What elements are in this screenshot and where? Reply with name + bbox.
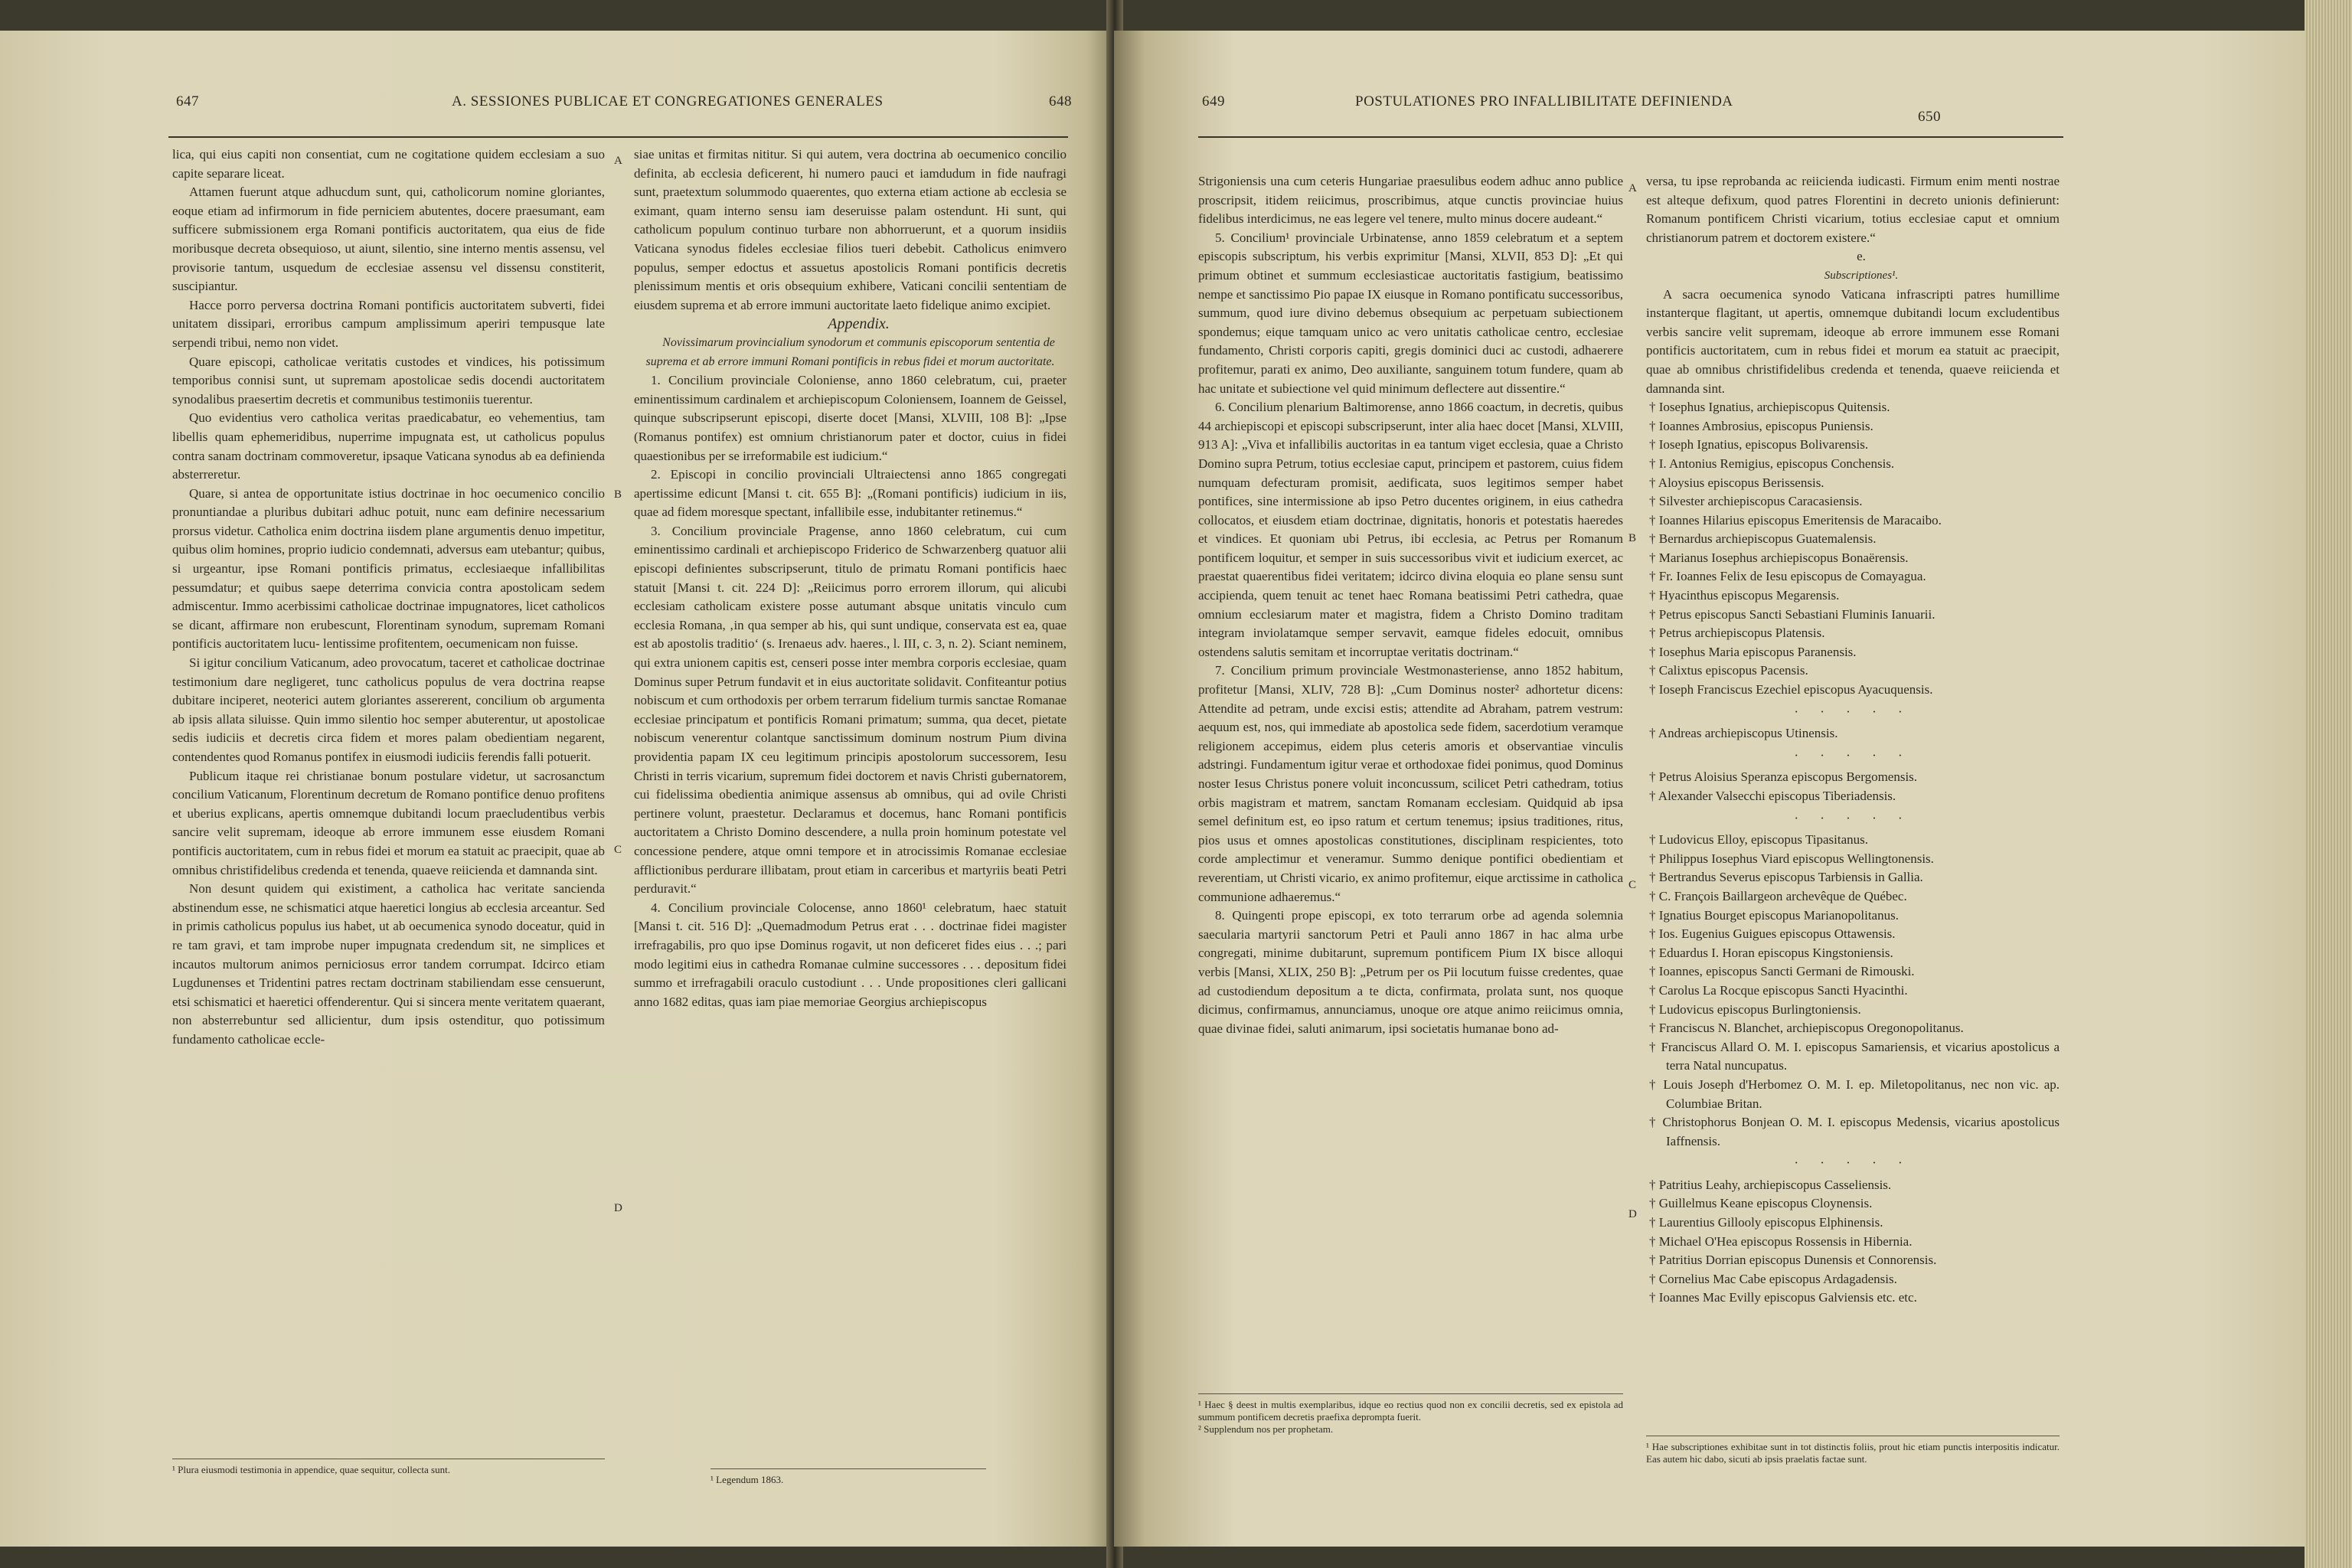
signatory: † Ioannes Ambrosius, episcopus Puniensis.: [1649, 418, 1873, 433]
signatory: † Eduardus I. Horan episcopus Kingstoniensis.: [1649, 945, 1893, 960]
signatory-list: [1646, 724, 2060, 743]
signatory: † Calixtus episcopus Pacensis.: [1649, 663, 1808, 678]
signatory: † Ioannes Mac Evilly episcopus Galviensis etc. etc.: [1649, 1290, 1917, 1305]
signatory: † Bertrandus Severus episcopus Tarbiensis in Gallia.: [1649, 870, 1923, 885]
paragraph: Hacce porro perversa doctrina Romani pontificis auctoritatem subverti, fidei unitatem dissipari, erroribus campum amplissimum aperiri tempusque late serpendi tribui, nemo non videt.: [172, 297, 605, 350]
signatory: † Ioseph Ignatius, episcopus Bolivarensis.: [1649, 437, 1869, 452]
page-number-647: 647: [176, 93, 199, 109]
signatory: † Michael O'Hea episcopus Rossensis in Hibernia.: [1649, 1233, 1913, 1249]
paragraph: versa, tu ipse reprobanda ac reiicienda iudicasti. Firmum enim menti nostrae est alteque defixum, quod patres Florentini in decreto unionis definierunt: Romanum pontificem Christi vicarium, totius ecclesiae caput et omnium christianorum patrem et doctorem existere.“: [1646, 174, 2060, 245]
signatory: † C. François Baillargeon archevêque de Québec.: [1649, 888, 1907, 903]
running-head-left: A. SESSIONES PUBLICAE ET CONGREGATIONES GENERALES: [452, 93, 884, 109]
paragraph: Attamen fuerunt atque adhucdum sunt, qui, catholicorum nomine gloriantes, eoque etiam ad infirmorum in fide perniciem abutentes, docere praesumant, eam sufficere submissionem erga Romani pontificis auctoritatem, qua eius de fide moribusque decreta obsequioso, ut aiunt, silentio, sine interno mentis assensu, vel provisorie tantum, usquedum de ecclesiae assensu vel dissensu constiterit, suscipiantur.: [172, 185, 605, 294]
signatory-list: [1646, 831, 2060, 1151]
signatory: † Fr. Ioannes Felix de Iesu episcopus de Comayagua.: [1649, 569, 1926, 584]
signatory: † Ignatius Bourget episcopus Marianopolitanus.: [1649, 907, 1899, 923]
signatory-list: [1646, 1176, 2060, 1308]
paragraph: 6. Concilium plenarium Baltimorense, anno 1866 coactum, in decretis, quibus 44 archiepiscopi et episcopi subscripserunt, inter alia haec docet [Mansi, XLVIII, 913 A]: „Viva et infallibilis auctoritas in ea tantum viget ecclesia, quae a Christo Domino supra Petrum, totius ecclesiae caput, principem et pastorem, cuius fidem numquam defecturam promisit, aedificata, suos legitimos semper habet pontifices, sine intermissione ab ipso Petro ducentes originem, in eius cathedra collocatos, et eiusdem etiam doctrinae, dignitatis, honoris et potestatis haeredes et vindices. Et quoniam ubi Petrus, ibi ecclesia, ac Petrus per Romanum pontificem loquitur, et semper in suis successoribus vivit et iudicium exercet, ac praestat quaerentibus fidei veritatem; idcirco divina eloquia eo plane sensu sunt accipienda, quem tenuit ac tenet haec Romana beatissimi Petri cathedra, quae omnium ecclesiarum mater et magistra, fidem a Christo Domino traditam integram inviolatamque semper servavit, eamque fideles edocuit, omnibus ostendens salutis semitam et incorruptae veritatis doctrinam.“: [1198, 400, 1623, 659]
left-column-2: [634, 145, 1067, 1451]
paragraph: Quare, si antea de opportunitate istius doctrinae in hoc oecumenico concilio pronuntiandae a pluribus dubitari adhuc potuit, nunc eam definire necessarium prorsus videtur. Catholica enim doctrina iisdem plane argumentis denuo impetitur, quibus olim homines, proprio iudicio condemnati, adversus eam utebantur; quibus, si urgeantur, ipse Romani pontificis primatus, ecclesiaeque infallibilitas pessumdatur; et quibus saepe deterrima convicia contra apostolicam sedem admiscentur. Immo acerbissimi catholicae doctrinae impugnatores, licet catholicos se dicant, affirmare non erubescunt, Florentinam synodum, supremam Romani pontificis auctoritatem lucu- lentissime profitentem, oecumenicam non fuisse.: [172, 485, 605, 652]
paragraph: 4. Concilium provinciale Colocense, anno 1860¹ celebratum, haec statuit [Mansi t. cit. 516 D]: „Quemadmodum Petrus erat . . . doctrinae fidei magister irrefragabilis, pro quo ipse Dominus rogavit, ut non deficeret fides eius . . .; pari modo legitimi eius in cathedra Romanae culmine successores . . . depositum fidei summo et irrefragabili oraculo custodiunt . . . Unde propositiones cleri gallicani anno 1682 editas, quas iam piae memoriae Georgius archiepiscopus: [634, 900, 1067, 1009]
right-page: [1114, 31, 2305, 1547]
header-rule: [168, 136, 1068, 138]
left-column-1: [172, 145, 605, 1447]
paragraph: Quo evidentius vero catholica veritas praedicabatur, eo vehementius, tam libellis quam ephemeridibus, nuperrime impugnata est, ut catholicus populus contra sanam doctrinam commoveretur, ipsaque Vaticana synodus ab ea definienda absterreretur.: [172, 410, 605, 482]
signatory: † Laurentius Gillooly episcopus Elphinensis.: [1649, 1215, 1883, 1230]
signatory: † Iosephus Ignatius, archiepiscopus Quitensis.: [1649, 400, 1890, 415]
signatory: † Franciscus Allard O. M. I. episcopus Samariensis, et vicarius apostolicus a terra Natal nuncupatus.: [1649, 1039, 2060, 1073]
signatory: † Ios. Eugenius Guigues episcopus Ottawensis.: [1649, 926, 1896, 942]
margin-letter-b: B: [614, 488, 622, 501]
signatory: † Petrus episcopus Sancti Sebastiani Fluminis Ianuarii.: [1649, 606, 1936, 622]
signatory-list: [1646, 768, 2060, 805]
margin-letter-d: D: [1628, 1208, 1637, 1220]
footnote-left-col1: ¹ Plura eiusmodi testimonia in appendice, quae sequitur, collecta sunt.: [172, 1459, 605, 1476]
page-number-650: 650: [1918, 109, 1941, 125]
footnote: ¹ Haec § deest in multis exemplaribus, idque eo rectius quod non ex concilii decretis, sed ex epistola ad summum pontificem decretis praefixa deprompta fuerit.: [1198, 1399, 1623, 1423]
signatory: † Andreas archiepiscopus Utinensis.: [1649, 726, 1838, 741]
paragraph: lica, qui eius capiti non consentiat, cum ne cogitatione quidem ecclesiam a suo capite separare liceat.: [172, 147, 605, 181]
signatory: † Marianus Iosephus archiepiscopus Bonaërensis.: [1649, 550, 1909, 565]
paragraph: 1. Concilium provinciale Coloniense, anno 1860 celebratum, cui, praeter eminentissimum cardinalem et archiepiscopum Coloniensem, Ioannem de Geissel, quinque subscripserunt episcopi, diserte docet [Mansi, XLVIII, 108 B]: „Ipse (Romanus pontifex) est omnium christianorum pater et doctor, cuius in fidei quaestionibus per se irreformabile est iudicium.“: [634, 373, 1067, 463]
signatory: † Philippus Iosephus Viard episcopus Wellingtonensis.: [1649, 851, 1934, 866]
right-column-1: [1198, 172, 1623, 1378]
paragraph: 8. Quingenti prope episcopi, ex toto terrarum orbe ad agenda solemnia saecularia martyrii sanctorum Petri et Pauli anno 1867 in hac alma urbe congregati, minime dubitarunt, supremum pontificem Pium IX bisce alloqui verbis [Mansi, XLIX, 250 B]: „Petrum per os Pii locutum fuisse credentes, quae ad custodiendum depositum a te dicta, confirmata, prolata sunt, nos quoque dicimus, confirmamus, annunciamus, unoque ore atque animo reiicimus omnia, quae divinae fidei, saluti animarum, ipsi societatis humanae bono ad-: [1198, 908, 1623, 1036]
separator-dots: · · · · ·: [1794, 810, 1912, 825]
signatory: † Ioannes Hilarius episcopus Emeritensis de Maracaibo.: [1649, 512, 1942, 528]
margin-letter-d: D: [614, 1202, 622, 1214]
page-number-649: 649: [1202, 93, 1225, 109]
paragraph: 7. Concilium primum provinciale Westmonasteriense, anno 1852 habitum, profitetur [Mansi, XLIV, 728 B]: „Cum Dominus noster² adhortetur dicens: Attendite ad petram, unde excisi estis; attendite ad Abraham, patrem vestrum: aequum est, nos, qui immediate ab apostolica sede fidem, sacerdotium veramque religionem accepimus, eidem plus ceteris amoris et observantiae vinculis adstringi. Fundamentum igitur verae et orthodoxae fidei ponimus, quod Dominus noster Iesus Christus ponere voluit inconcussum, scilicet Petri cathedram, totius orbis magistram et matrem, sanctam Romanam ecclesiam. Quidquid ab ipsa semel definitum est, eo ipso ratum et certum tenemus; ipsius traditiones, ritus, pios usus et omnes apostolicas constitutiones, disciplinam respicientes, toto corde amplectimur et veneramur. Summo denique pontifici obedientiam et reverentiam, ut Christi vicario, ex animo profitemur, eique arctissime in catholica communione adhaeremus.“: [1198, 663, 1623, 904]
page-number-648: 648: [1049, 93, 1072, 109]
header-rule: [1198, 136, 2063, 138]
margin-letter-c: C: [1628, 879, 1637, 891]
paragraph: Quare episcopi, catholicae veritatis custodes et vindices, his potissimum temporibus connisi sunt, ut supremam apostolicae sedis docendi auctoritatem synodalibus praesertim decretis et communibus testimoniis tuerentur.: [172, 354, 605, 407]
left-page: [0, 31, 1114, 1547]
running-head-right: POSTULATIONES PRO INFALLIBILITATE DEFINIENDA: [1355, 93, 1733, 109]
right-column-2: [1646, 172, 2060, 1405]
separator-dots: · · · · ·: [1794, 1155, 1912, 1171]
footnote-right-col2: ¹ Hae subscriptiones exhibitae sunt in tot distinctis foliis, prout hic etiam punctis interpositis indicatur. Eas autem hic dabo, sicuti ab ipsis praelatis factae sunt.: [1646, 1436, 2060, 1465]
signatory: † Silvester archiepiscopus Caracasiensis.: [1649, 494, 1863, 509]
signatory: † Hyacinthus episcopus Megarensis.: [1649, 588, 1840, 603]
paragraph: siae unitas et firmitas nititur. Si qui autem, vera doctrina ab oecumenico concilio definita, ab ecclesia deficerent, hi numero pauci et iamdudum in fide naufragi sunt, praetextum solummodo quaerentes, quo externa etiam actione ab ecclesia se eximant, quam interno sensu iam deseruisse palam ostendunt. Hi sunt, qui catholicum populum continuo turbare non abhorruerunt, et a quorum insidiis Vaticana synodus fideles ecclesiae filios tueri debebit. Catholicus enimvero populus, semper edoctus et assuetus apostolicis Romani pontificis decretis plenissimum mentis et oris obsequium exhibere, Vaticani concilii sententiam de eiusdem suprema et ab errore immuni auctoritate laeto fidelique animo excipiet.: [634, 147, 1067, 312]
signatory: † Iosephus Maria episcopus Paranensis.: [1649, 644, 1857, 659]
page-edge: [2305, 0, 2352, 1568]
signatory: † Patritius Dorrian episcopus Dunensis et Connorensis.: [1649, 1253, 1937, 1268]
signatory: † Franciscus N. Blanchet, archiepiscopus Oregonopolitanus.: [1649, 1021, 1964, 1036]
signatory: † Ludovicus Elloy, episcopus Tipasitanus.: [1649, 832, 1869, 848]
signatory: † I. Antonius Remigius, episcopus Conchensis.: [1649, 456, 1895, 471]
paragraph: Publicum itaque rei christianae bonum postulare videtur, ut sacrosanctum concilium Vaticanum, Florentinum decretum de Romano pontifice denuo profitens et uberius explicans, apertis omnemque dubitandi locum praecludentibus verbis sancire velit supremam, ideoque ab errore immunem esse eiusdem Romani pontificis auctoritatem, cum in rebus fidei et morum ea statuit ac praecipit, quae ab omnibus christifidelibus credenda et tenenda, quaeve reiicienda et damnanda sint.: [172, 768, 605, 877]
margin-letter-a: A: [1628, 182, 1637, 194]
signatory: † Petrus archiepiscopus Platensis.: [1649, 626, 1825, 641]
signatory: † Carolus La Rocque episcopus Sancti Hyacinthi.: [1649, 982, 1908, 998]
footnotes-right-col1: [1198, 1393, 1623, 1436]
petition-paragraph: A sacra oecumenica synodo Vaticana infrascripti patres humillime instanterque flagitant, ut apertis, omnemque dubitandi locum excludentibus verbis sancire velit supremam, ideoque ab errore immunem esse Romani pontificis auctoritatem, cum in rebus fidei et morum ea statuit ac praecipit, quae ab omnibus christifidelibus credenda et tenenda, quaeve reiicienda et damnanda sint.: [1646, 286, 2060, 396]
appendix-title: Appendix.: [828, 315, 890, 333]
section-letter: e.: [1857, 249, 1866, 264]
signatory: † Aloysius episcopus Berissensis.: [1649, 475, 1824, 490]
signatory: † Alexander Valsecchi episcopus Tiberiadensis.: [1649, 789, 1896, 803]
footnote: ² Supplendum nos per prophetam.: [1198, 1423, 1334, 1435]
signatory: † Ioseph Franciscus Ezechiel episcopus Ayacuquensis.: [1649, 682, 1933, 697]
margin-letter-c: C: [614, 844, 622, 856]
footnote-left-col2: ¹ Legendum 1863.: [710, 1468, 986, 1486]
signatory: † Ludovicus episcopus Burlingtoniensis.: [1649, 1001, 1861, 1017]
signatory: † Louis Joseph d'Herbomez O. M. I. ep. Miletopolitanus, nec non vic. ap. Columbiae Britan.: [1649, 1076, 2060, 1111]
signatory: † Christophorus Bonjean O. M. I. episcopus Medensis, vicarius apostolicus Iaffnensis.: [1649, 1115, 2060, 1148]
appendix-subtitle: Novissimarum provincialium synodorum et communis episcoporum sententia de suprema et ab errore immuni Romani pontificis in rebus fidei et morum auctoritate.: [645, 335, 1055, 368]
paragraph: 3. Concilium provinciale Pragense, anno 1860 celebratum, cui cum eminentissimo cardinali et archiepiscopo Friderico de Schwarzenberg quatuor alii episcopi definientes subscripserunt, titulo de primatu Romani pontificis haec statuit [Mansi t. cit. 224 D]: „Reiicimus porro errorem illorum, qui alicubi ecclesiam catholicam existere posse autumant absque unitatis vinculo cum ecclesia Romana, ‚in qua semper ab his, qui sunt undique, conservata est ea, quae est ab apostolis traditio‘ (s. Irenaeus adv. haeres., l. III, c. 3, n. 2). Sciant neminem, qui extra unionem capitis est, censeri posse inter membra corporis ecclesiae, quam Dominus super Petrum fundavit et in eius auctoritate solidavit. Confiteantur potius nobiscum et cum orthodoxis per orbem terrarum fidelium turmis sanctae Romanae ecclesiae principatum et pontificis Romani primatum; summa, qua decet, pietate nobiscum venerentur colantque sanctissimum dominum nostrum Pium divina providentia papam IX ceu legitimum principis apostolorum successorem, Iesu Christi in terris vicarium, supremum fidei doctorem et navis Christi gubernatorem, cui fidelissima obedientia animique assensus ab omnibus, qui ad ovile Christi pertinere volunt, praestetur. Declaramus et docemus, hanc Romani pontificis auctoritatem a Christo Domino descendere, a nulla proin hominum potestate vel concessione pendere, atque omni tempore et in atrocissimis Romanae ecclesiae afflictionibus perdurare illibatam, prout etiam in carceribus et martyriis beati Petri perduravit.“: [634, 523, 1067, 897]
signatory: † Petrus Aloisius Speranza episcopus Bergomensis.: [1649, 769, 1918, 785]
paragraph: 2. Episcopi in concilio provinciali Ultraiectensi anno 1865 congregati apertissime edicunt [Mansi t. cit. 655 B]: „(Romani pontificis) iudicium in iis, quae ad fidem moresque spectant, infallibile esse, indubitanter retinemus.“: [634, 467, 1067, 520]
paragraph: Non desunt quidem qui existiment, a catholica hac veritate sancienda abstinendum esse, ne schismatici atque haeretici longius ab ecclesia arceantur. Sed in primis catholicus populus ius habet, ut ab oecumenica synodo doceatur, quid in re tam gravi, et tam improbe nuper impugnata credendum sit, ne simplices et incautos multorum animos perniciosus error tandem corrumpat. Idcirco etiam Lugdunenses et Tridentini patres rectam doctrinam stabiliendam esse censuerunt, etsi schismatici et haeretici offenderentur. Qui si sincera mente veritatem quaerant, non absterrebuntur sed allicientur, dum ipsis ostenditur, quo potissimum fundamento catholicae eccle-: [172, 881, 605, 1047]
signatory-list: [1646, 398, 2060, 700]
signatory: † Cornelius Mac Cabe episcopus Ardagadensis.: [1649, 1271, 1897, 1286]
signatory: † Ioannes, episcopus Sancti Germani de Rimouski.: [1649, 964, 1915, 979]
paragraph: Strigoniensis una cum ceteris Hungariae praesulibus eodem adhuc anno publice proscripsit, itidem reiicimus, proscribimus, atque cunctis provinciae huius fidelibus interdicimus, ne eas legere vel tenere, multo minus docere audeant.“: [1198, 174, 1623, 227]
paragraph: 5. Concilium¹ provinciale Urbinatense, anno 1859 celebratum et a septem episcopis subscriptum, his verbis exprimitur [Mansi, XLVII, 853 D]: „Et qui primum obtinet et summum ecclesiasticae auctoritatis fastigium, beatissimo nempe et sanctissimo Pio papae IX eiusque in Romano pontificatu successoribus, summum, quod iure divino debemus obsequium ac perpetuam subiectionem spondemus; eique tamquam unico ac vero unitatis catholicae centro, ecclesiae fundamento, Christi corporis capiti, gregis dominici duci ac custodi, adhaerere profitemur, parati ex animo, Deo auxiliante, sanguinem totum fundere, quam ab hac unitate et subiectione vel quid minimum deflectere aut dissentire.“: [1198, 230, 1623, 396]
margin-letter-a: A: [614, 155, 622, 167]
paragraph: Si igitur concilium Vaticanum, adeo provocatum, taceret et catholicae doctrinae testimonium dare negligeret, tunc catholicus populus de vera doctrina reapse dubitare inciperet, neoterici autem gloriantes assererent, concilium ob argumenta ab ipsis allata siluisse. Quin immo silentio hoc semper abuterentur, ut apostolicae sedis iudiciis et decretis circa fidem et mores palam obedientiam negarent, contendentes quod Romanus pontifex in eiusmodi iudiciis ferendis falli potuerit.: [172, 655, 605, 764]
signatory: † Bernardus archiepiscopus Guatemalensis.: [1649, 531, 1877, 547]
margin-letter-b: B: [1628, 532, 1637, 544]
separator-dots: · · · · ·: [1794, 747, 1912, 763]
signatory: † Patritius Leahy, archiepiscopus Casseliensis.: [1649, 1177, 1892, 1192]
section-title: Subscriptiones¹.: [1824, 269, 1899, 282]
signatory: † Guillelmus Keane episcopus Cloynensis.: [1649, 1196, 1873, 1211]
separator-dots: · · · · ·: [1794, 704, 1912, 719]
